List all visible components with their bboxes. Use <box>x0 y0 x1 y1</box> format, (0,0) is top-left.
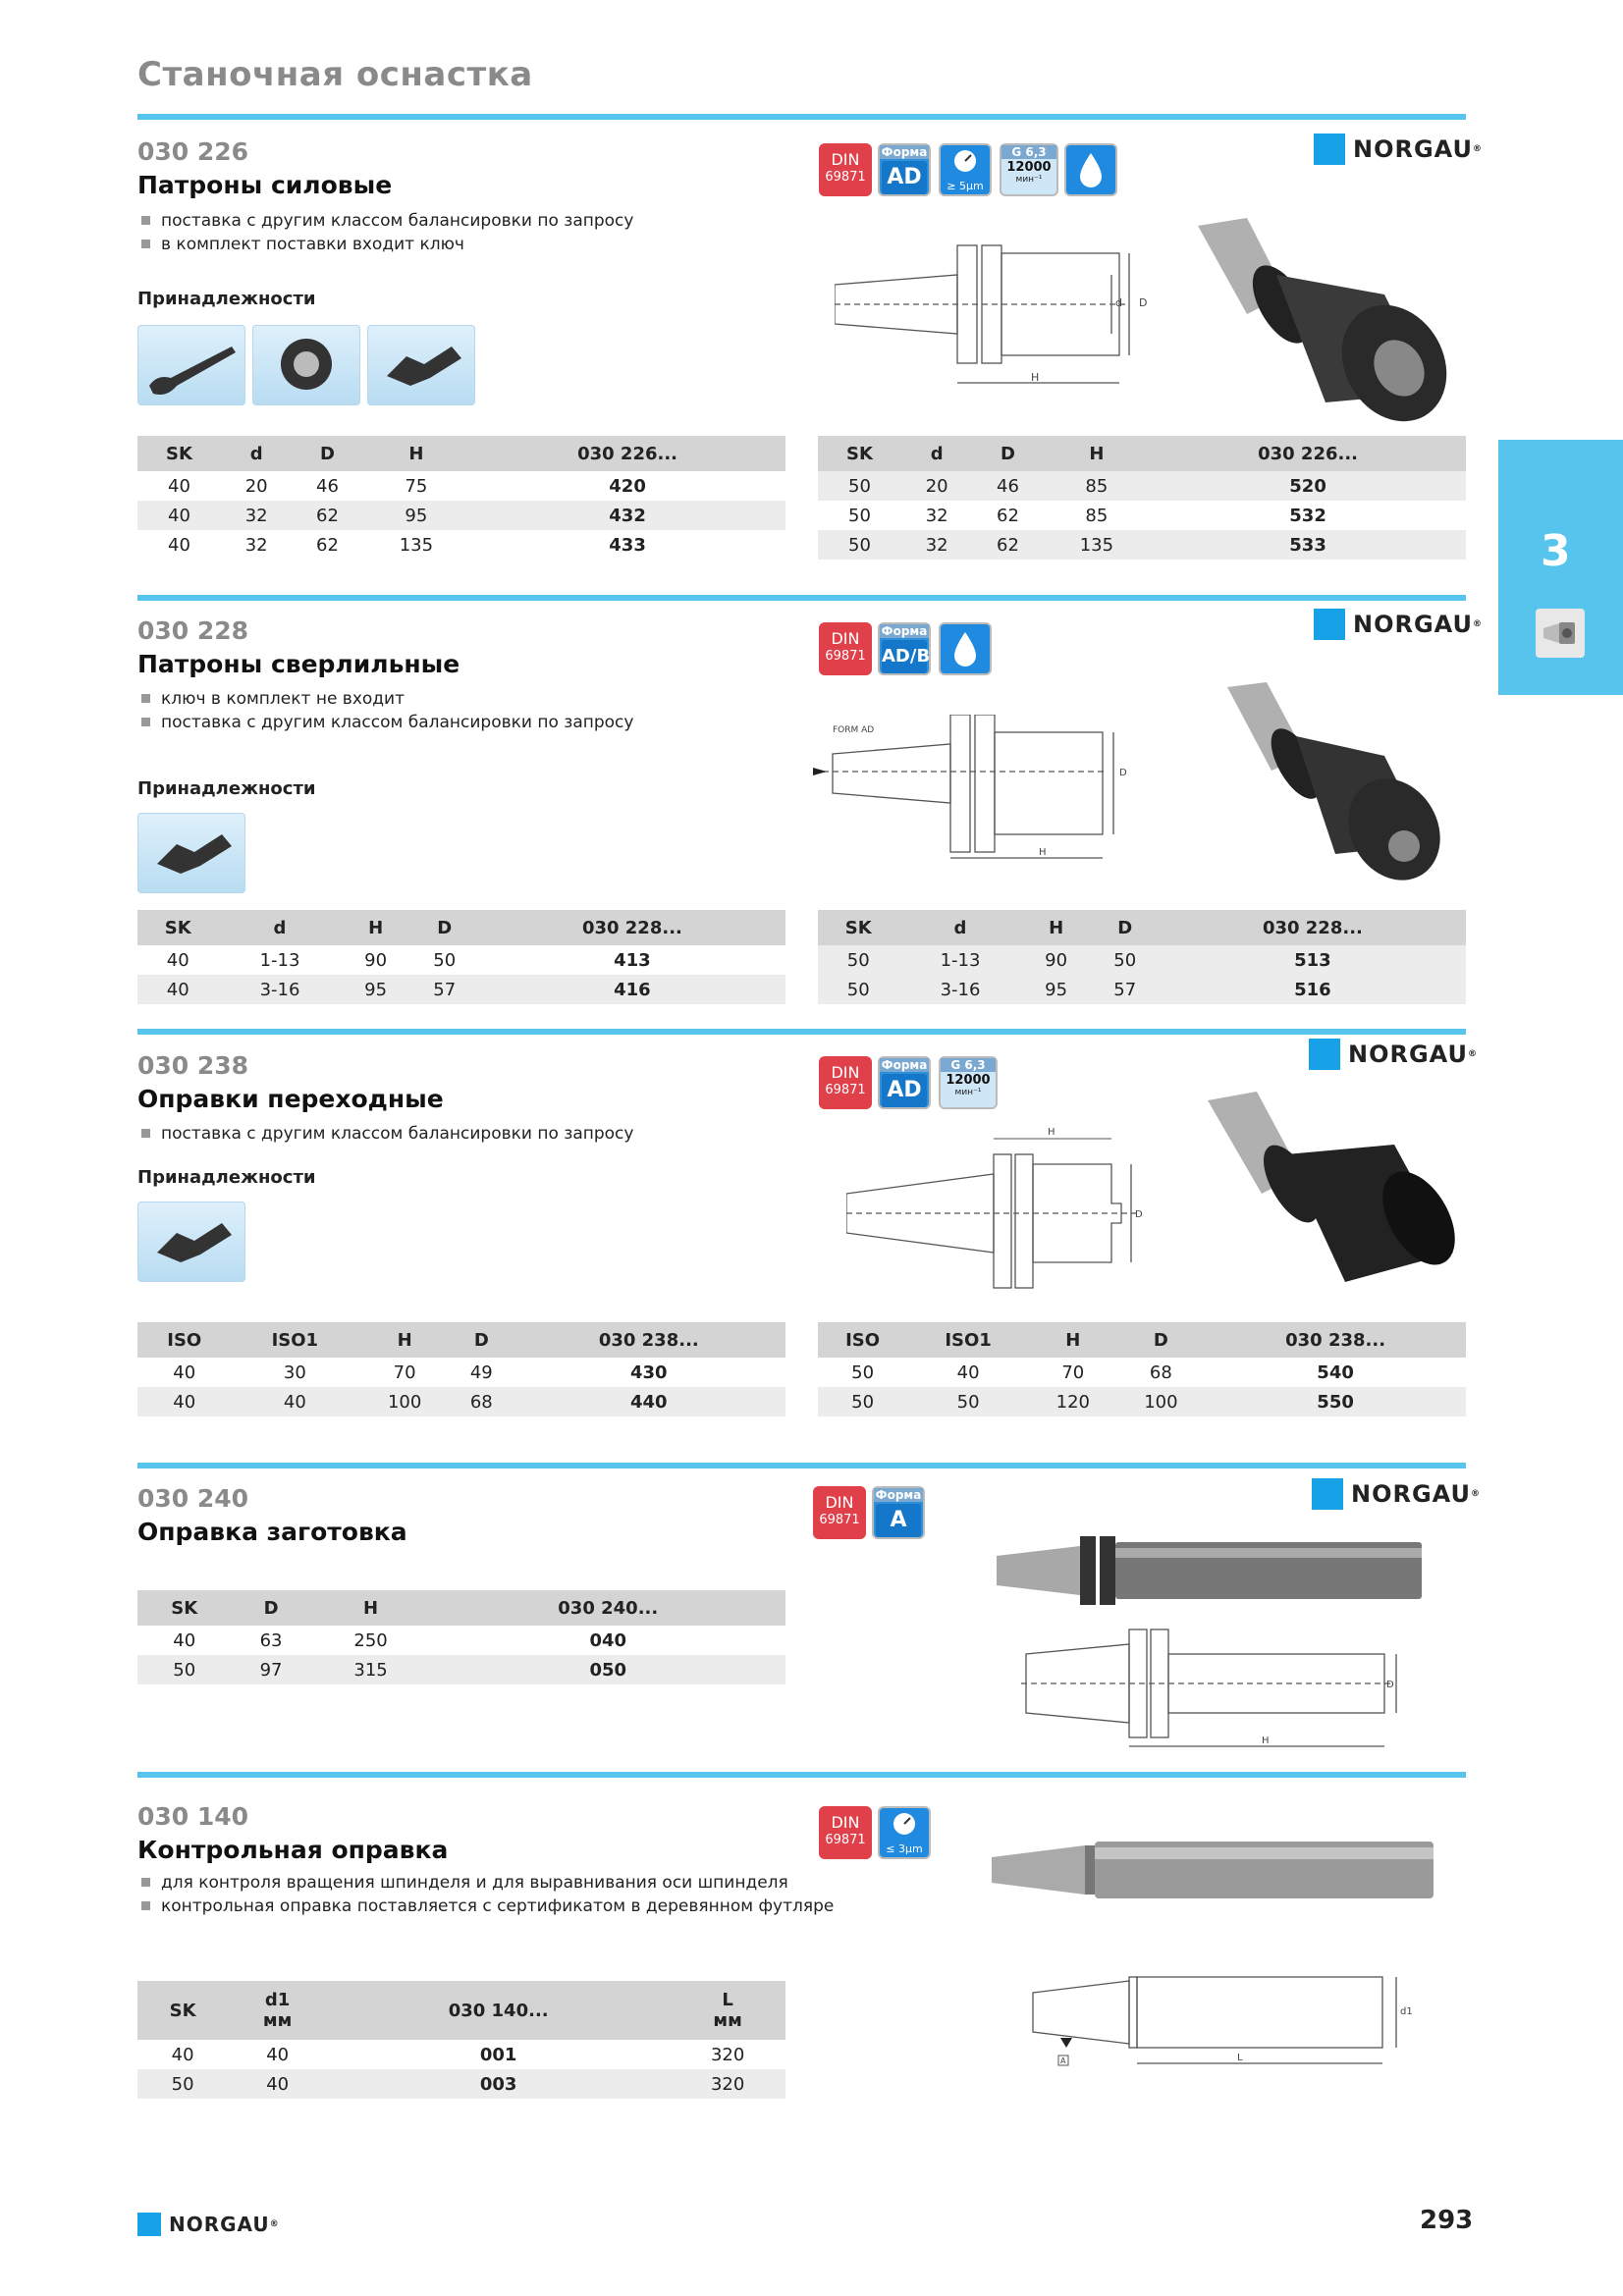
table-row[interactable]: 50 40 003 320 <box>137 2069 785 2099</box>
bullet-item: поставка с другим классом балансировки по запросу <box>137 711 633 734</box>
header-divider <box>137 114 1466 120</box>
pull-stud-accessory[interactable] <box>367 325 475 405</box>
forma-value: AD <box>882 161 927 194</box>
forma-label: Форма <box>881 145 928 159</box>
section-divider <box>137 595 1466 601</box>
technical-drawing <box>813 715 1186 862</box>
svg-text:d1: d1 <box>1400 2006 1413 2017</box>
forma-badge: Форма AD/B <box>878 622 931 675</box>
pull-stud-accessory[interactable] <box>137 813 245 893</box>
norgau-logo: NORGAU ® <box>1314 133 1483 165</box>
technical-drawing <box>1031 1973 1414 2081</box>
forma-badge: Форма A <box>872 1486 925 1539</box>
table-row[interactable]: 50 3-16 95 57 516 <box>818 975 1466 1004</box>
col-d: d <box>221 436 292 471</box>
bullet-item: ключ в комплект не входит <box>137 687 633 711</box>
bullet-list <box>137 1122 633 1146</box>
technical-drawing <box>835 236 1159 393</box>
table-header-row: SK d1 мм 030 140... L мм <box>137 1981 785 2040</box>
page-title: Станочная оснастка <box>137 55 533 94</box>
forma-badge: Форма AD <box>878 1056 931 1109</box>
norgau-logo: NORGAU ® <box>1312 1478 1481 1510</box>
din-badge: DIN 69871 <box>813 1486 866 1539</box>
section-code-030240: 030 240 <box>137 1484 249 1513</box>
footer-norgau-logo: NORGAU ® <box>137 2213 280 2236</box>
svg-text:D: D <box>1135 1209 1143 1220</box>
accessories-label: Принадлежности <box>137 778 316 799</box>
table-row[interactable]: 50 20 46 85 520 <box>818 471 1466 501</box>
balance-speed: 12000 <box>1006 160 1052 175</box>
technical-drawing <box>1021 1625 1414 1752</box>
forma-value: AD/B <box>882 640 927 673</box>
spec-table <box>137 1981 785 2099</box>
section-divider <box>137 1029 1466 1035</box>
spec-table <box>818 910 1466 1004</box>
table-row[interactable]: 40 30 70 49 430 <box>173 1362 668 1383</box>
balance-badge <box>1000 143 1058 196</box>
bullet-item: поставка с другим классом балансировки по запросу <box>137 1122 633 1146</box>
table-row[interactable]: 50 50 120 100 550 <box>818 1387 1466 1416</box>
col-sk: SK <box>137 436 221 471</box>
svg-text:D: D <box>1119 768 1127 778</box>
table-row[interactable]: 40 32 62 135 433 <box>168 534 646 556</box>
table-row[interactable]: 40 40 001 320 <box>171 2044 745 2065</box>
section-divider <box>137 1772 1466 1778</box>
balance-grade: G 6,3 <box>1001 145 1056 159</box>
tool-holder-icon <box>1536 609 1585 658</box>
coolant-drop-icon <box>1064 143 1117 196</box>
table-header-row: SK D H 030 240... <box>137 1590 785 1626</box>
page-number: 293 <box>1420 2206 1474 2235</box>
balance-badge: G 6,3 12000 мин⁻¹ <box>939 1056 998 1109</box>
table-row[interactable]: 50 32 62 85 532 <box>848 505 1326 526</box>
table-header-row: SK d D H 030 226... <box>818 436 1466 471</box>
norgau-logo: NORGAU ® <box>1309 1039 1478 1070</box>
svg-text:H: H <box>1039 847 1047 858</box>
dim-d-small-label: d <box>1115 296 1122 309</box>
dim-d-label: D <box>1139 296 1148 309</box>
chapter-number: 3 <box>1541 526 1571 576</box>
runout-gauge-icon <box>939 143 992 196</box>
table-header-row: SK d H D 030 228... <box>137 910 785 945</box>
svg-text:H: H <box>1262 1735 1270 1746</box>
adapter-photo <box>1198 1086 1463 1311</box>
din-label: DIN <box>831 150 860 169</box>
runout-gauge-icon <box>878 1806 931 1859</box>
bullet-item: контрольная оправка поставляется с сертификатом в деревянном футляре <box>137 1895 834 1918</box>
bullet-item: в комплект поставки входит ключ <box>137 233 633 256</box>
col-h: H <box>363 436 469 471</box>
col-article: 030 226... <box>469 436 785 471</box>
table-row[interactable]: 40 1-13 90 50 413 <box>166 949 651 971</box>
bullet-list <box>137 687 633 734</box>
section-divider <box>137 1463 1466 1468</box>
section-name-030228: Патроны сверлильные <box>137 650 460 678</box>
spec-table <box>818 436 1466 560</box>
svg-text:H: H <box>1048 1127 1055 1138</box>
section-name-030238: Оправки переходные <box>137 1085 444 1113</box>
accessories-label: Принадлежности <box>137 1167 316 1188</box>
drill-chuck-photo <box>1217 677 1463 893</box>
table-row[interactable]: 40 3-16 95 57 416 <box>137 975 785 1004</box>
technical-drawing <box>846 1125 1161 1292</box>
table-row[interactable]: 40 40 100 68 440 <box>137 1387 785 1416</box>
test-arbor-photo <box>987 1836 1438 1914</box>
norgau-logo: NORGAU ® <box>1314 609 1483 640</box>
pull-stud-accessory[interactable] <box>137 1201 245 1282</box>
forma-value: AD <box>882 1074 927 1107</box>
coolant-drop-icon <box>939 622 992 675</box>
table-row[interactable]: 50 32 62 135 533 <box>818 530 1466 560</box>
din-number: 69871 <box>825 170 866 185</box>
bullet-list <box>137 209 633 256</box>
table-header-row: SK d H D 030 228... <box>818 910 1466 945</box>
din-badge: DIN 69871 <box>819 1056 872 1109</box>
power-chuck-photo <box>1188 206 1463 452</box>
spec-table <box>137 436 785 560</box>
chapter-tab[interactable] <box>1498 440 1623 695</box>
runout-value: ≥ 5μm <box>947 180 984 192</box>
balance-unit: мин⁻¹ <box>1015 175 1043 185</box>
din-badge <box>819 143 872 196</box>
svg-text:L: L <box>1237 2053 1243 2063</box>
section-code-030226: 030 226 <box>137 137 249 166</box>
section-code-030140: 030 140 <box>137 1802 249 1831</box>
table-row[interactable]: 50 97 315 050 <box>137 1655 785 1684</box>
col-d-outer: D <box>292 436 362 471</box>
drawing-form-label: FORM AD <box>833 725 875 735</box>
spec-table <box>818 1322 1466 1416</box>
runout-value: ≤ 3μm <box>886 1842 923 1855</box>
table-row[interactable]: 40 32 62 95 432 <box>137 501 785 530</box>
bullet-list <box>137 1871 834 1918</box>
table-header-row: ISO ISO1 H D 030 238... <box>818 1322 1466 1358</box>
table-header-row <box>137 436 785 471</box>
section-code-030238: 030 238 <box>137 1051 249 1080</box>
bullet-item: поставка с другим классом балансировки по запросу <box>137 209 633 233</box>
bullet-item: для контроля вращения шпинделя и для выравнивания оси шпинделя <box>137 1871 834 1895</box>
forma-badge <box>878 143 931 196</box>
section-name-030226: Патроны силовые <box>137 171 393 199</box>
spec-table <box>137 910 785 1004</box>
spec-table <box>137 1590 785 1684</box>
table-header-row: ISO ISO1 H D 030 238... <box>137 1322 785 1358</box>
din-badge: DIN 69871 <box>819 622 872 675</box>
section-name-030240: Оправка заготовка <box>137 1518 407 1546</box>
table-row[interactable]: 40 63 250 040 <box>173 1629 627 1651</box>
accessories-label: Принадлежности <box>137 289 316 309</box>
nut-accessory[interactable] <box>252 325 360 405</box>
table-row[interactable]: 50 1-13 90 50 513 <box>818 945 1466 975</box>
table-row[interactable]: 40 20 46 75 420 <box>168 475 646 497</box>
din-badge: DIN 69871 <box>819 1806 872 1859</box>
section-name-030140: Контрольная оправка <box>137 1836 449 1864</box>
forma-value: A <box>876 1504 921 1537</box>
svg-text:A: A <box>1060 2056 1066 2065</box>
svg-text:D: D <box>1386 1680 1394 1690</box>
section-code-030228: 030 228 <box>137 616 249 645</box>
hook-wrench-accessory[interactable] <box>137 325 245 405</box>
blank-arbor-photo <box>992 1526 1424 1615</box>
table-row[interactable]: 50 40 70 68 540 <box>851 1362 1354 1383</box>
spec-table <box>137 1322 785 1416</box>
dim-h-label: H <box>1031 371 1040 384</box>
